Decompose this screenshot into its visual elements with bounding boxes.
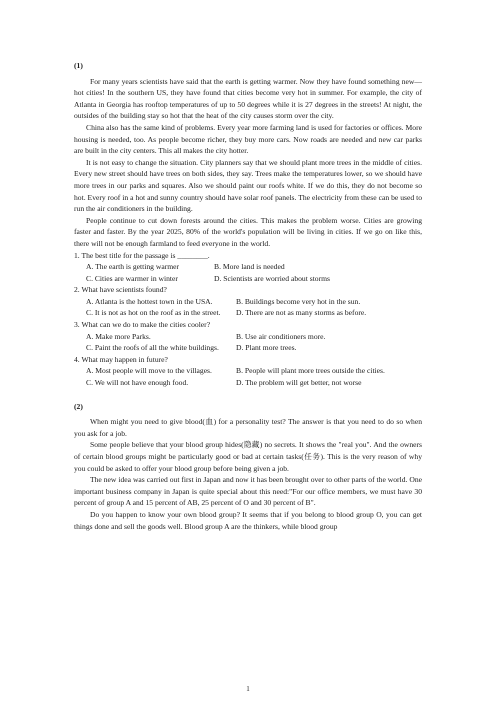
question-stem: 3. What can we do to make the cities cooler? xyxy=(74,320,211,330)
option-row xyxy=(74,307,422,319)
option-b: B. Buildings become very hot in the sun. xyxy=(236,296,361,306)
option-a: A. Make more Parks. xyxy=(86,331,151,341)
paragraph: People continue to cut down forests around the cities. This makes the problem worse. Cities are growing faster and faster. By the year 2025, 80% of the world's population will be living in cities. If we go on like this, there will not be enough farmland to feed everyone in the world. xyxy=(74,215,422,248)
paragraph: It is not easy to change the situation. City planners say that we should plant more trees in the middle of cities. Every new street should have trees on both sides, they say. Trees make the temperatures lower, so we should have more trees in our parks and squares. Also we should paint our roofs white. If we do this, they do not become so hot. Every roof in a hot and sunny country should have solar roof panels. The electricity from these can be used to run the air conditioners in the building. xyxy=(74,157,422,214)
question-1 xyxy=(74,250,422,285)
page-number: 1 xyxy=(246,685,250,693)
option-row xyxy=(74,261,422,273)
option-c: C. It is not as hot on the roof as in the street. xyxy=(86,308,221,318)
option-d: D. The problem will get better, not worse xyxy=(236,378,362,388)
section-1-heading: (1) xyxy=(74,61,83,70)
question-stem: 4. What may happen in future? xyxy=(74,354,168,364)
option-a: A. Atlanta is the hottest town in the USA. xyxy=(86,296,213,306)
paragraph: Some people believe that your blood group hides(隐藏) no secrets. It shows the "real you". And the owners of certain blood groups might be particularly good or bad at certain tasks(任务). This is the very reason of why you could be asked to offer your blood group before being given a job. xyxy=(74,440,422,473)
paragraph: For many years scientists have said that the earth is getting warmer. Now they have found something new—hot cities! In the southern US, they have found that cities become very hot in summer. For example, the city of Atlanta in Georgia has rooftop temperatures of up to 50 degrees while it is 27 degrees in the streets! At night, the outsides of the building stay so hot that the heat of the city causes storm over the city. xyxy=(74,76,422,121)
option-d: D. There are not as many storms as before. xyxy=(236,308,367,318)
option-c: C. Paint the roofs of all the white buildings. xyxy=(86,343,219,353)
option-row xyxy=(74,296,422,308)
option-row xyxy=(74,331,422,343)
option-a: A. The earth is getting warmer xyxy=(86,262,180,272)
option-b: B. Use air conditioners more. xyxy=(236,331,326,341)
option-c: C. Cities are warmer in winter xyxy=(86,273,178,283)
section-spacer xyxy=(74,389,422,401)
option-row xyxy=(74,365,422,377)
option-a: A. Most people will move to the villages. xyxy=(86,366,212,376)
option-d: D. Scientists are worried about storms xyxy=(214,273,330,283)
option-row xyxy=(74,342,422,354)
paragraph: When might you need to give blood(血) for a personality test? The answer is that you need to do so when you ask for a job. xyxy=(74,417,422,438)
option-row xyxy=(74,377,422,389)
option-b: B. More land is needed xyxy=(214,262,285,272)
question-4 xyxy=(74,354,422,389)
option-d: D. Plant more trees. xyxy=(236,343,297,353)
paragraph: Do you happen to know your own blood group? It seems that if you belong to blood group O, you can get things done and sell the goods well. Blood group A are the thinkers, while blood group xyxy=(74,509,422,531)
paragraph: China also has the same kind of problems. Every year more farming land is used for factories or offices. More housing is needed, too. As people become richer, they buy more cars. Now roads are needed and new car parks are built in the city centers. This all makes the city hotter. xyxy=(74,122,422,156)
question-stem: 2. What have scientists found? xyxy=(74,285,167,295)
option-b: B. People will plant more trees outside the cities. xyxy=(236,366,385,376)
option-row xyxy=(74,273,422,285)
section-2-heading: (2) xyxy=(74,401,83,411)
question-3 xyxy=(74,319,422,354)
option-c: C. We will not have enough food. xyxy=(86,378,189,388)
paragraph: The new idea was carried out first in Japan and now it has been brought over to other parts of the world. One important business company in Japan is quite special about this need:"For our office members, we must have 30 percent of group A and 15 percent of AB, 25 percent of O and 30 percent of B". xyxy=(74,475,422,508)
question-stem: 1. The best title for the passage is ________. xyxy=(74,250,210,260)
question-2 xyxy=(74,284,422,319)
